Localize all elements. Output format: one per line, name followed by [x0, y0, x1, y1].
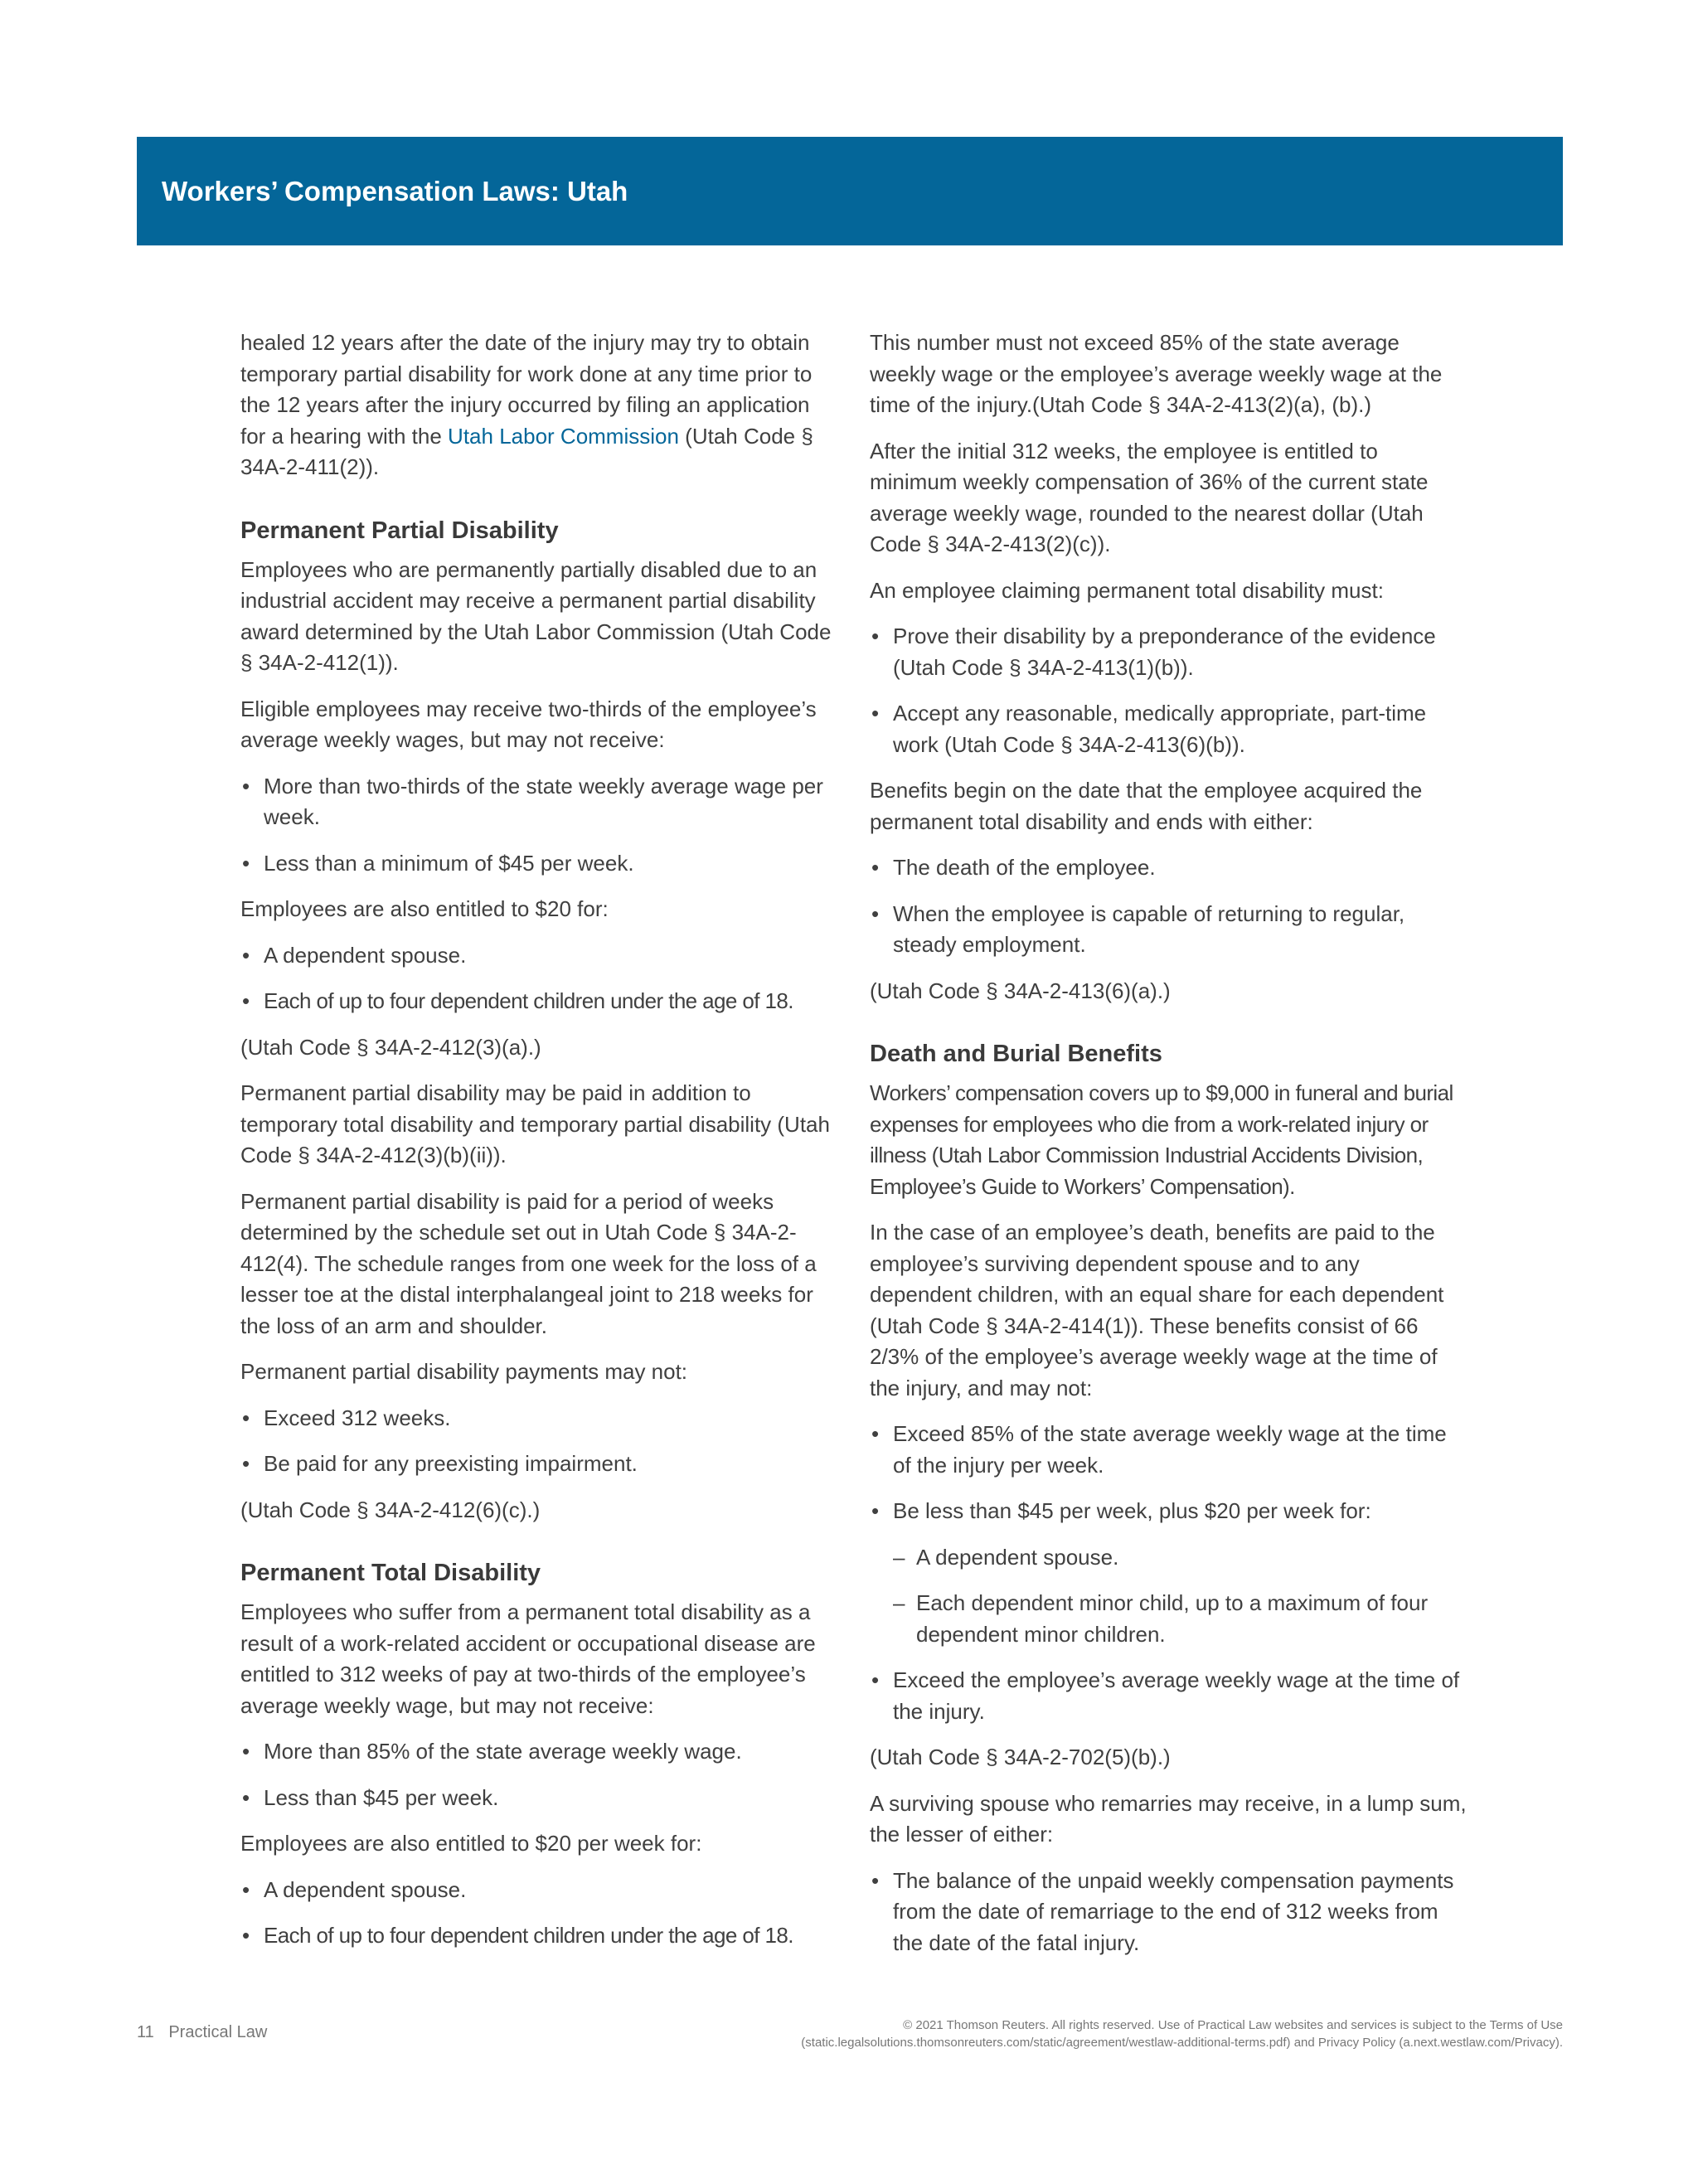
paragraph: An employee claiming permanent total disability must:	[870, 577, 1384, 603]
bullet-list	[240, 940, 837, 1017]
list-item: • When the employee is capable of returning to regular, steady employment.	[870, 899, 1467, 961]
paragraph: Employees who suffer from a permanent total disability as a result of a work-related accident or occupational disease are entitled to 312 weeks of pay at two-thirds of the employee’s average weekly wage, but may not receive:	[240, 1599, 816, 1718]
citation: (Utah Code § 34A-2-412(6)(c).)	[240, 1497, 541, 1522]
paragraph: Permanent partial disability payments may not:	[240, 1359, 688, 1384]
paragraph: Employees are also entitled to $20 for:	[240, 896, 609, 921]
list-item: • A dependent spouse.	[240, 940, 837, 972]
footer-brand	[137, 2023, 267, 2042]
list-item: • Each of up to four dependent children under the age of 18.	[240, 1920, 837, 1952]
list-item: • Be paid for any preexisting impairment.	[240, 1449, 837, 1480]
legal-line: © 2021 Thomson Reuters. All rights reserved. Use of Practical Law websites and services is subject to the Terms of Use	[903, 2018, 1563, 2032]
utah-labor-commission-link[interactable]: Utah Labor Commission	[448, 423, 679, 449]
bullet-list	[870, 1419, 1467, 1727]
paragraph: Permanent partial disability is paid for a period of weeks determined by the schedule set out in Utah Code § 34A-2-412(4). The schedule ranges from one week for the loss of a lesser toe at the distal interphalangeal joint to 218 weeks for the loss of an arm and shoulder.	[240, 1188, 817, 1338]
brand-name: Practical Law	[168, 2023, 268, 2041]
bullet-list	[870, 621, 1467, 760]
paragraph: Workers’ compensation covers up to $9,000 in funeral and burial expenses for employees who die from a work-related injury or illness (Utah Labor Commission Industrial Accidents Division, Employee’s Guide to Workers’ Compensation).	[870, 1080, 1453, 1199]
list-item: • Exceed the employee’s average weekly wage at the time of the injury.	[870, 1665, 1467, 1727]
legal-line: (static.legalsolutions.thomsonreuters.com/static/agreement/westlaw-additional-terms.pdf) and Privacy Policy (a.next.westlaw.com/Privacy).	[801, 2036, 1563, 2050]
list-item: • The balance of the unpaid weekly compensation payments from the date of remarriage to the end of 312 weeks from the date of the fatal injury.	[870, 1866, 1467, 1959]
bullet-list	[870, 852, 1467, 961]
list-item: • Less than a minimum of $45 per week.	[240, 848, 837, 880]
paragraph: Eligible employees may receive two-thirds of the employee’s average weekly wages, but may not receive:	[240, 696, 817, 752]
paragraph: Permanent partial disability may be paid in addition to temporary total disability and temporary partial disability (Utah Code § 34A-2-412(3)(b)(ii)).	[240, 1080, 830, 1167]
bullet-list	[240, 771, 837, 880]
list-item: • A dependent spouse.	[240, 1875, 837, 1906]
footer-legal	[609, 2017, 1563, 2051]
citation: (Utah Code § 34A-2-412(3)(a).)	[240, 1034, 541, 1060]
bullet-list	[240, 1403, 837, 1480]
list-item: • More than two-thirds of the state weekly average wage per week.	[240, 771, 837, 833]
paragraph: This number must not exceed 85% of the state average weekly wage or the employee’s average weekly wage at the time of the injury.(Utah Code § 34A-2-413(2)(a), (b).)	[870, 330, 1443, 417]
list-item: • Less than $45 per week.	[240, 1783, 837, 1814]
section-heading-ptd: Permanent Total Disability	[240, 1560, 541, 1586]
list-item: • The death of the employee.	[870, 852, 1467, 884]
bullet-list	[870, 1866, 1467, 1959]
paragraph: Employees who are permanently partially disabled due to an industrial accident may receive a permanent partial disability award determined by the Utah Labor Commission (Utah Code § 34A-2-412(1)).	[240, 556, 832, 675]
page-number: 11	[137, 2023, 154, 2041]
citation: (Utah Code § 34A-2-413(6)(a).)	[870, 978, 1171, 1003]
list-item: • Accept any reasonable, medically appropriate, part-time work (Utah Code § 34A-2-413(6)(b)).	[870, 698, 1467, 760]
list-item: • Exceed 312 weeks.	[240, 1403, 837, 1434]
list-item: • More than 85% of the state average weekly wage.	[240, 1736, 837, 1768]
right-column	[870, 328, 1467, 1973]
paragraph: A surviving spouse who remarries may receive, in a lump sum, the lesser of either:	[870, 1790, 1467, 1847]
section-heading-ppd: Permanent Partial Disability	[240, 517, 559, 544]
sub-list-item: – A dependent spouse.	[870, 1542, 1467, 1574]
list-item: • Exceed 85% of the state average weekly wage at the time of the injury per week.	[870, 1419, 1467, 1481]
list-item: • Be less than $45 per week, plus $20 per week for:	[870, 1496, 1467, 1527]
bullet-list	[240, 1875, 837, 1952]
citation: (Utah Code § 34A-2-702(5)(b).)	[870, 1745, 1171, 1769]
paragraph: Benefits begin on the date that the employee acquired the permanent total disability and ends with either:	[870, 778, 1423, 834]
page-title: Workers’ Compensation Laws: Utah	[162, 176, 628, 206]
paragraph: In the case of an employee’s death, benefits are paid to the employee’s surviving dependent spouse and to any dependent children, with an equal share for each dependent (Utah Code § 34A-2-414(1)). These benefits consist of 66 2/3% of the employee’s average weekly wage at the time of the injury, and may not:	[870, 1220, 1444, 1400]
header-banner	[137, 137, 1563, 245]
left-column	[240, 328, 837, 1967]
paragraph: Employees are also entitled to $20 per week for:	[240, 1831, 702, 1856]
paragraph: After the initial 312 weeks, the employee is entitled to minimum weekly compensation of 36% of the current state average weekly wage, rounded to the nearest dollar (Utah Code § 34A-2-413(2)(c)).	[870, 438, 1429, 556]
section-heading-death-burial: Death and Burial Benefits	[870, 1041, 1162, 1067]
list-item: • Each of up to four dependent children under the age of 18.	[240, 986, 837, 1017]
paragraph: healed 12 years after the date of the injury may try to obtain temporary partial disability for work done at any time prior to the 12 years after the injury occurred by filing an application for a hearing with the Utah Labor Commission (Utah Code § 34A-2-411(2)).	[240, 330, 813, 479]
list-item: • Prove their disability by a preponderance of the evidence (Utah Code § 34A-2-413(1)(b)).	[870, 621, 1467, 683]
sub-list-item: – Each dependent minor child, up to a maximum of four dependent minor children.	[870, 1588, 1467, 1650]
bullet-list	[240, 1736, 837, 1813]
